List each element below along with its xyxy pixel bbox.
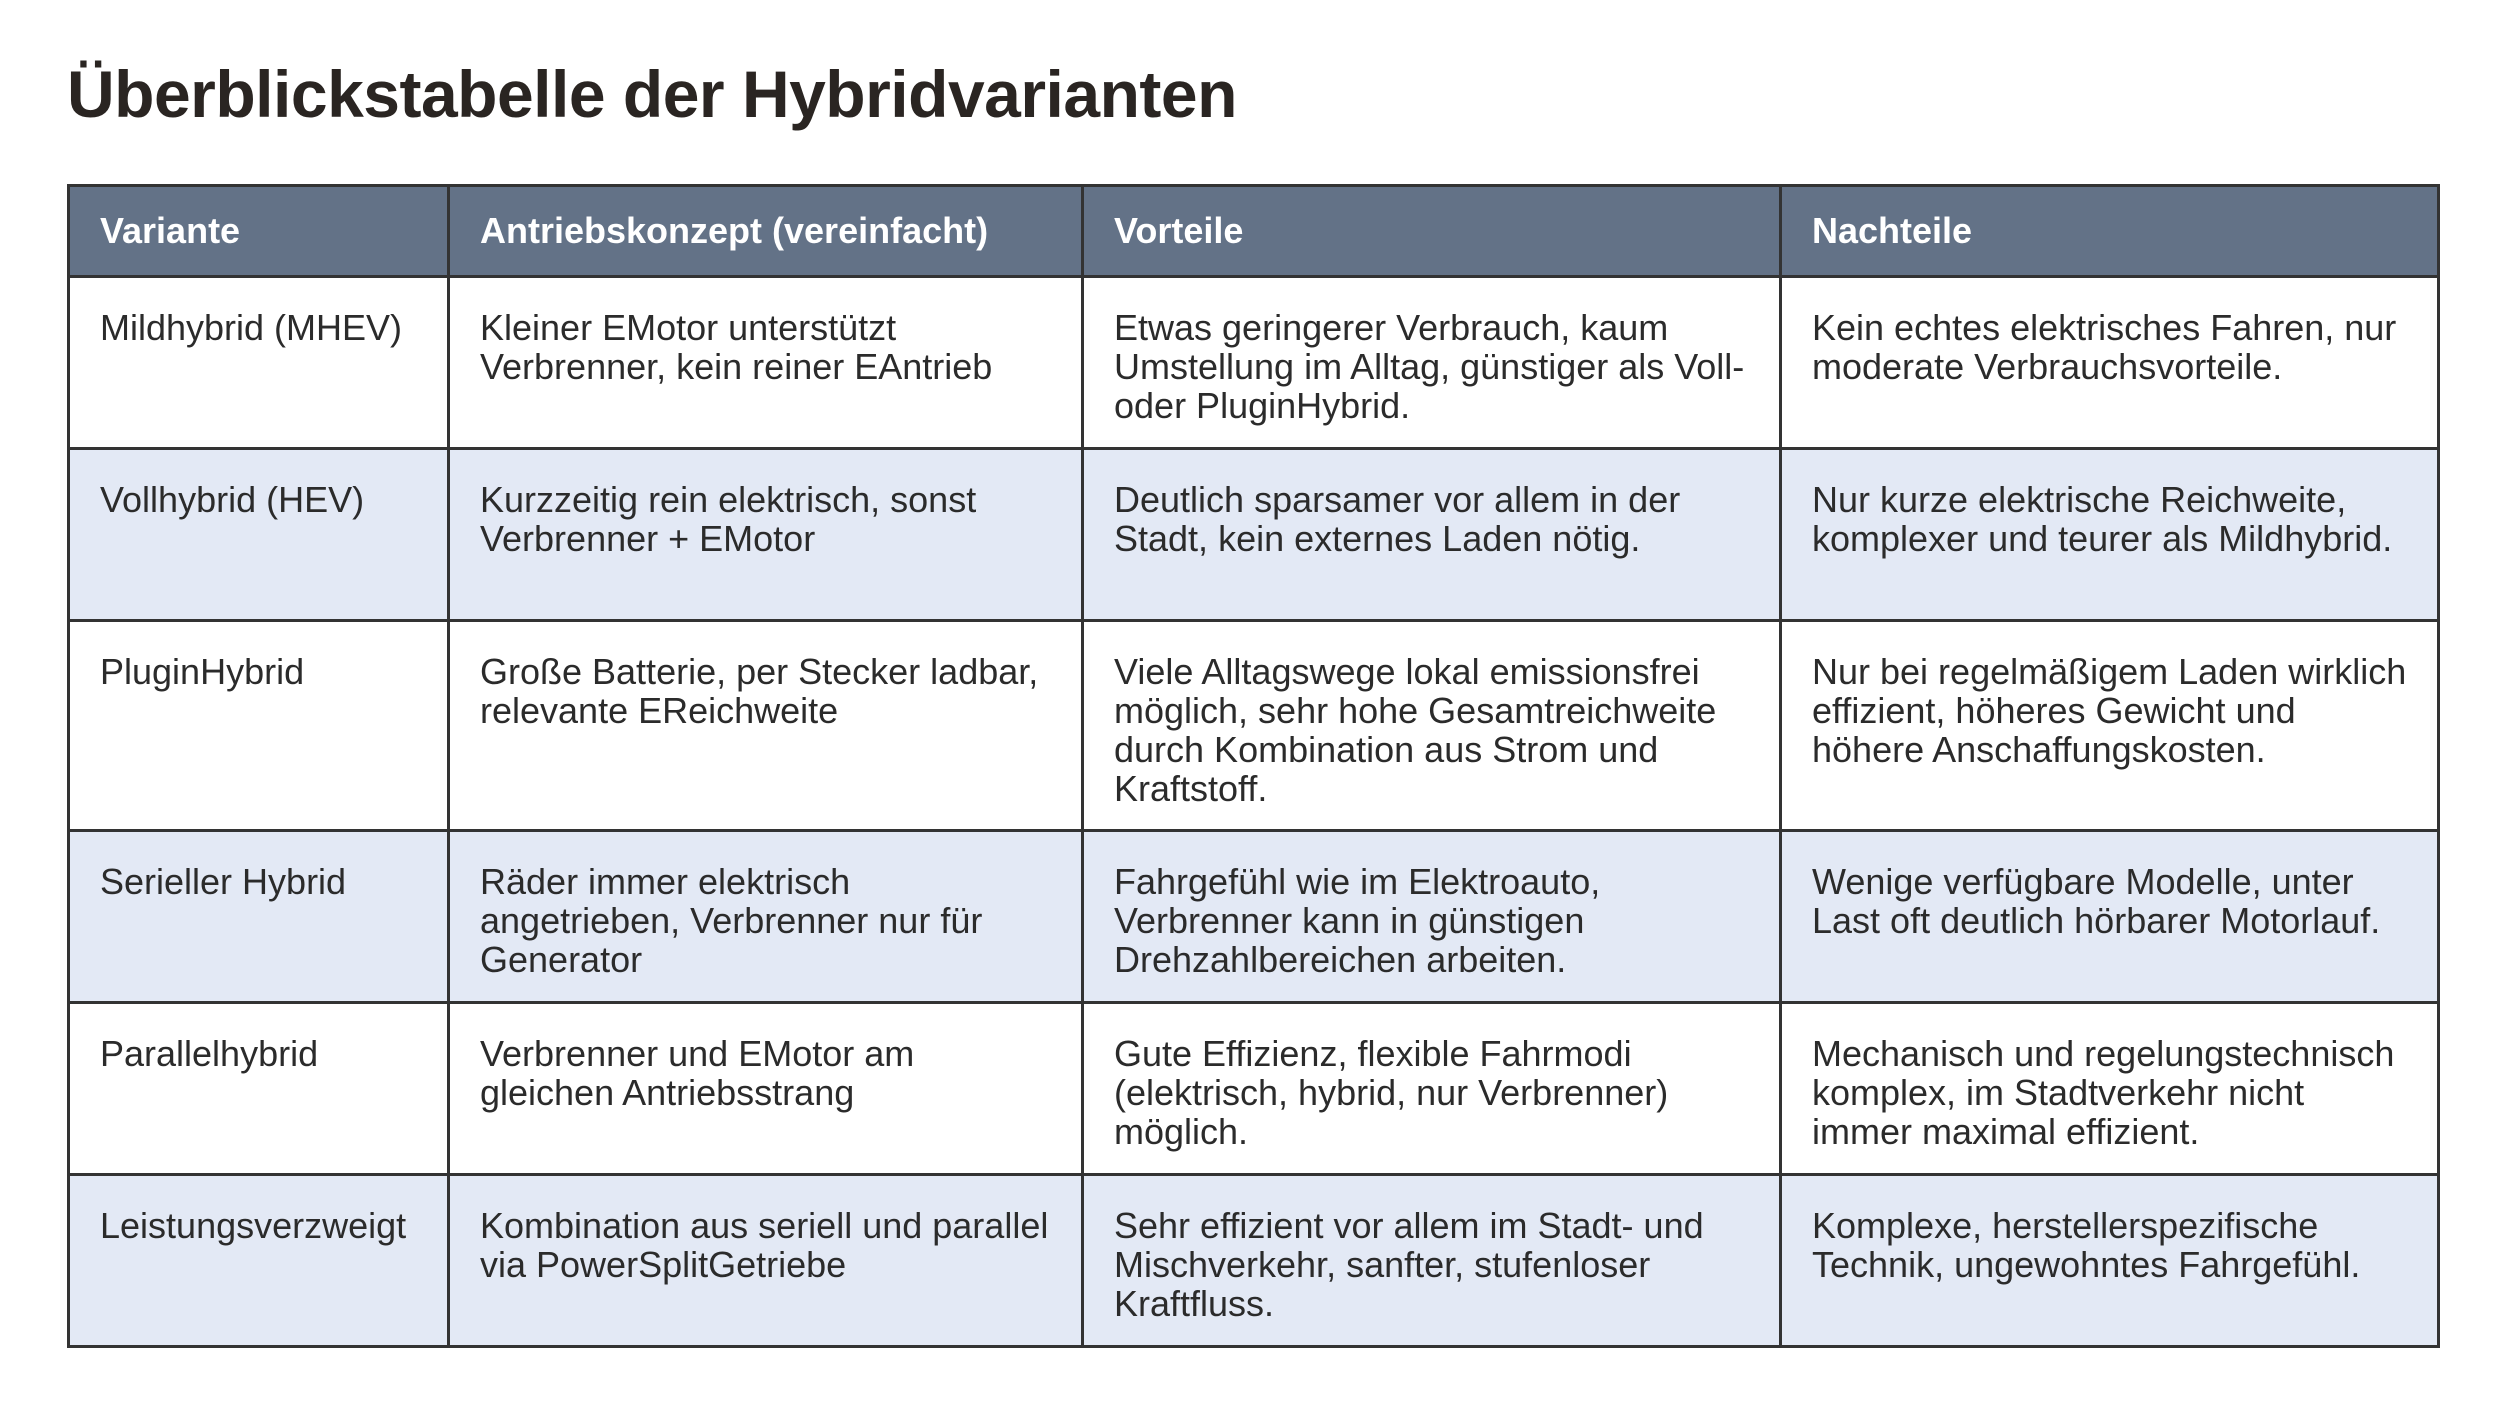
header-row	[69, 186, 2439, 277]
table-row	[69, 621, 2439, 831]
table-row	[69, 277, 2439, 449]
cell-variante: Leistungsverzweigt	[69, 1175, 449, 1347]
table-row	[69, 1003, 2439, 1175]
cell-variante: PluginHybrid	[69, 621, 449, 831]
cell-antriebskonzept: Kleiner EMotor unterstützt Verbrenner, kein reiner EAntrieb	[449, 277, 1083, 449]
cell-vorteile: Fahrgefühl wie im Elektroauto, Verbrenner kann in günstigen Drehzahlbereichen arbeiten.	[1083, 831, 1781, 1003]
cell-vorteile: Deutlich sparsamer vor allem in der Stadt, kein externes Laden nötig.	[1083, 449, 1781, 621]
cell-antriebskonzept: Räder immer elektrisch angetrieben, Verbrenner nur für Generator	[449, 831, 1083, 1003]
table-body	[69, 277, 2439, 1347]
table-row	[69, 449, 2439, 621]
cell-vorteile: Etwas geringerer Verbrauch, kaum Umstellung im Alltag, günstiger als Voll- oder PluginHybrid.	[1083, 277, 1781, 449]
cell-antriebskonzept: Kombination aus seriell und parallel via PowerSplitGetriebe	[449, 1175, 1083, 1347]
cell-nachteile: Wenige verfügbare Modelle, unter Last oft deutlich hörbarer Motorlauf.	[1781, 831, 2439, 1003]
hybrid-overview-table	[67, 184, 2440, 1348]
cell-variante: Parallelhybrid	[69, 1003, 449, 1175]
cell-nachteile: Nur kurze elektrische Reichweite, komplexer und teurer als Mildhybrid.	[1781, 449, 2439, 621]
cell-antriebskonzept: Verbrenner und EMotor am gleichen Antriebsstrang	[449, 1003, 1083, 1175]
header-vorteile: Vorteile	[1083, 186, 1781, 277]
table-row	[69, 831, 2439, 1003]
cell-vorteile: Viele Alltagswege lokal emissionsfrei möglich, sehr hohe Gesamtreichweite durch Kombination aus Strom und Kraftstoff.	[1083, 621, 1781, 831]
cell-nachteile: Mechanisch und regelungstechnisch komplex, im Stadtverkehr nicht immer maximal effizient.	[1781, 1003, 2439, 1175]
cell-variante: Vollhybrid (HEV)	[69, 449, 449, 621]
header-variante: Variante	[69, 186, 449, 277]
cell-nachteile: Komplexe, herstellerspezifische Technik, ungewohntes Fahrgefühl.	[1781, 1175, 2439, 1347]
cell-nachteile: Kein echtes elektrisches Fahren, nur moderate Verbrauchsvorteile.	[1781, 277, 2439, 449]
cell-vorteile: Sehr effizient vor allem im Stadt- und Mischverkehr, sanfter, stufenloser Kraftfluss.	[1083, 1175, 1781, 1347]
cell-vorteile: Gute Effizienz, flexible Fahrmodi (elektrisch, hybrid, nur Verbrenner) möglich.	[1083, 1003, 1781, 1175]
table-header	[69, 186, 2439, 277]
header-antriebskonzept: Antriebskonzept (vereinfacht)	[449, 186, 1083, 277]
cell-antriebskonzept: Kurzzeitig rein elektrisch, sonst Verbrenner + EMotor	[449, 449, 1083, 621]
cell-variante: Mildhybrid (MHEV)	[69, 277, 449, 449]
header-nachteile: Nachteile	[1781, 186, 2439, 277]
page-title: Überblickstabelle der Hybridvarianten	[67, 57, 1237, 131]
cell-nachteile: Nur bei regelmäßigem Laden wirklich effizient, höheres Gewicht und höhere Anschaffungskosten.	[1781, 621, 2439, 831]
cell-antriebskonzept: Große Batterie, per Stecker ladbar, relevante EReichweite	[449, 621, 1083, 831]
cell-variante: Serieller Hybrid	[69, 831, 449, 1003]
table-row	[69, 1175, 2439, 1347]
